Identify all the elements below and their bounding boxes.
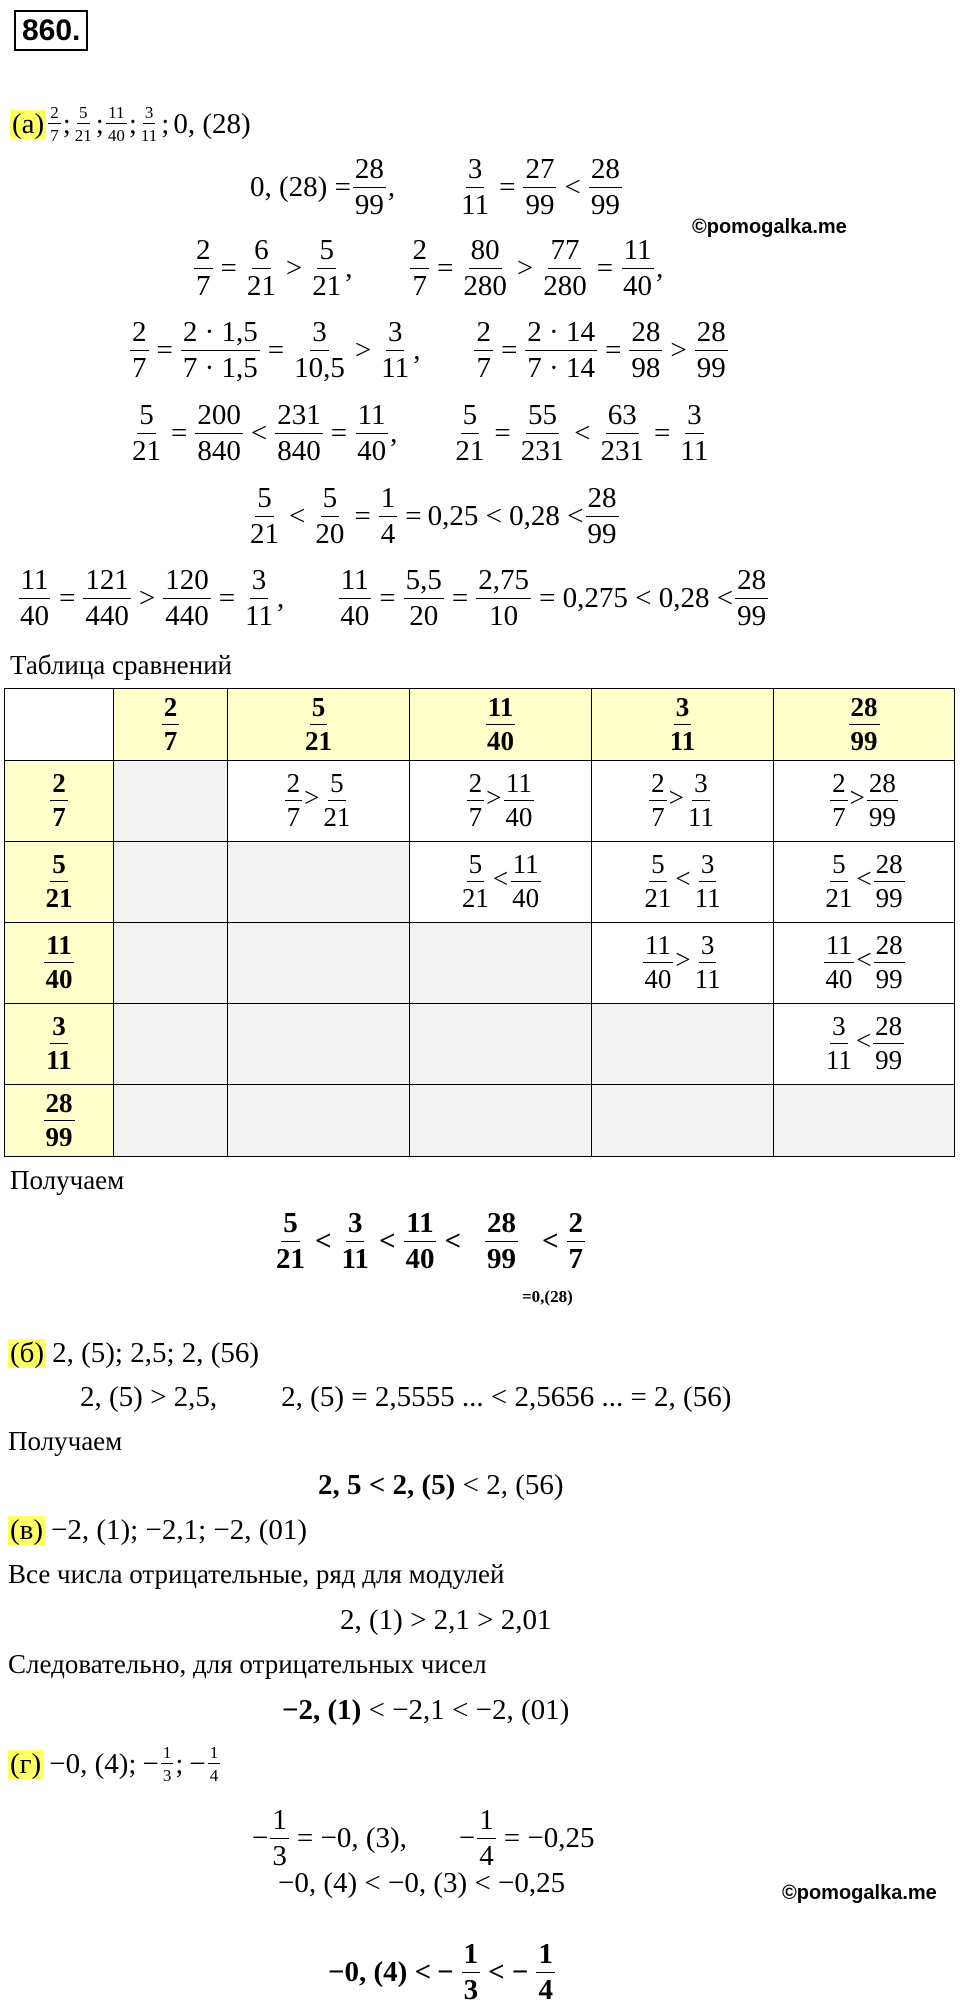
col-header: $\frac{2}{7}$	[114, 689, 228, 761]
eq-row-5-text: 0,25 < 0,28 <	[427, 500, 584, 533]
part-v-note1: Все числа отрицательные, ряд для модулей	[8, 1559, 505, 1589]
comparison-table	[4, 688, 955, 1157]
result-b-bold: 2, 5 < 2, (5)	[318, 1469, 456, 1501]
part-a-given: (а) $\frac{2}{7}$ ; $\frac{5}{21}$ ; $\frac{11}{40}$ ; $\frac{3}{11}$ ; 0, (28)	[12, 103, 251, 146]
part-v-given-text: −2, (1); −2,1; −2, (01)	[51, 1514, 308, 1546]
eq-row-4: $\frac{5}{21}$ = $\frac{200}{840}$ < $\frac{231}{840}$ = $\frac{11}{40}$ , $\frac{5}{21}$ = $\frac{55}{231}$ < $\frac{63}{231}$ = $\frac{3}{11}$	[132, 399, 709, 467]
result-label-a: Получаем	[10, 1165, 125, 1195]
part-v-label: (в)	[10, 1514, 44, 1546]
underbrace-note: =0,(28)	[522, 1287, 573, 1306]
col-header: $\frac{11}{40}$	[410, 689, 592, 761]
part-g-label: (г)	[10, 1747, 42, 1780]
table-cell: $\frac{2}{7}$ > $\frac{28}{99}$	[774, 761, 955, 842]
part-g-eq-b: = −0,25	[503, 1822, 595, 1855]
table-cell: $\frac{11}{40}$ < $\frac{28}{99}$	[774, 923, 955, 1004]
part-a-label: (а)	[12, 107, 45, 140]
table-cell: $\frac{3}{11}$ < $\frac{28}{99}$	[774, 1004, 955, 1085]
result-g-first: −0, (4) <	[328, 1956, 432, 1989]
result-v	[282, 1696, 569, 1725]
table-caption: Таблица сравнений	[10, 650, 232, 680]
eq-row-3: $\frac{2}{7}$ = $\frac{2 \cdot 1,5}{7 \cdot 1,5}$ = $\frac{3}{10,5}$ > $\frac{3}{11}$ , $\frac{2}{7}$ = $\frac{2 \cdot 14}{7 \cdot 14}$ = $\frac{28}{98}$ > $\frac{28}{99}$	[132, 316, 726, 384]
col-header: $\frac{5}{21}$	[228, 689, 410, 761]
part-b-given-text: 2, (5); 2,5; 2, (56)	[52, 1337, 260, 1369]
table-cell: $\frac{2}{7}$ > $\frac{5}{21}$	[228, 761, 410, 842]
part-g-line2: −0, (4) < −0, (3) < −0,25	[278, 1867, 566, 1899]
table-cell: $\frac{5}{21}$ < $\frac{11}{40}$	[410, 842, 592, 923]
eq-row-1: 0, (28) = $\frac{28}{99}$ , $\frac{3}{11}$ = $\frac{27}{99}$ < $\frac{28}{99}$	[250, 153, 620, 221]
part-b-line1: 2, (5) > 2,5,	[80, 1381, 218, 1413]
part-g-eq-a: = −0, (3),	[296, 1822, 407, 1855]
result-g: −0, (4) < − $\frac{1}{3}$ < − $\frac{1}{4}$	[328, 1938, 553, 2006]
table-cell: $\frac{2}{7}$ > $\frac{11}{40}$	[410, 761, 592, 842]
result-label-b: Получаем	[8, 1426, 123, 1456]
watermark-top: ©pomogalka.me	[692, 216, 847, 238]
eq-row-5: $\frac{5}{21}$ < $\frac{5}{20}$ = $\frac{1}{4}$ = 0,25 < 0,28 < $\frac{28}{99}$	[250, 482, 617, 550]
row-header: $\frac{3}{11}$	[5, 1004, 114, 1085]
row-header: $\frac{2}{7}$	[5, 761, 114, 842]
part-v-given	[8, 1516, 307, 1545]
given-periodic: 0, (28)	[173, 107, 251, 140]
eq-row-6: $\frac{11}{40}$ = $\frac{121}{440}$ > $\frac{120}{440}$ = $\frac{3}{11}$ , $\frac{11}{40}$ = $\frac{5,5}{20}$ = $\frac{2,75}{10}$ = 0,275 < 0,28 < $\frac{28}{99}$	[20, 564, 767, 632]
part-b-line2: 2, (5) = 2,5555 ... < 2,5656 ... = 2, (56)	[281, 1381, 732, 1413]
problem-number: 860.	[14, 10, 88, 51]
table-cell: $\frac{5}{21}$ < $\frac{3}{11}$	[592, 842, 774, 923]
part-g-given-first: −0, (4);	[49, 1747, 137, 1780]
part-b-given	[8, 1339, 259, 1368]
eq-row-6-text: = 0,275 < 0,28 <	[538, 582, 734, 615]
row-header: $\frac{28}{99}$	[5, 1085, 114, 1157]
part-g-line1: − $\frac{1}{3}$ = −0, (3), − $\frac{1}{4}$ = −0,25	[252, 1804, 595, 1872]
table-cell: $\frac{5}{21}$ < $\frac{28}{99}$	[774, 842, 955, 923]
watermark-bottom: ©pomogalka.me	[782, 1882, 937, 1904]
part-v-note2: Следовательно, для отрицательных чисел	[8, 1649, 487, 1679]
table-cell: $\frac{11}{40}$ > $\frac{3}{11}$	[592, 923, 774, 1004]
part-b-line	[80, 1383, 731, 1412]
part-v-line1: 2, (1) > 2,1 > 2,01	[340, 1604, 552, 1636]
col-header: $\frac{3}{11}$	[592, 689, 774, 761]
table-cell: $\frac{2}{7}$ > $\frac{3}{11}$	[592, 761, 774, 842]
col-header: $\frac{28}{99}$	[774, 689, 955, 761]
result-a: $\frac{5}{21}$ < $\frac{3}{11}$ < $\frac{11}{40}$ < $\frac{28}{99}$ < $\frac{2}{7}$	[276, 1207, 584, 1275]
row-header: $\frac{11}{40}$	[5, 923, 114, 1004]
table-corner	[5, 689, 114, 761]
part-g-given: (г) −0, (4); − $\frac{1}{3}$ ; − $\frac{1}{4}$	[10, 1743, 219, 1786]
eq-row-2: $\frac{2}{7}$ = $\frac{6}{21}$ > $\frac{5}{21}$ , $\frac{2}{7}$ = $\frac{80}{280}$ > $\frac{77}{280}$ = $\frac{11}{40}$ ,	[196, 234, 664, 302]
result-b-rest: < 2, (56)	[455, 1469, 564, 1501]
result-b	[318, 1471, 564, 1500]
result-v-rest: < −2,1 < −2, (01)	[361, 1694, 570, 1726]
part-b-label: (б)	[10, 1337, 45, 1369]
row-header: $\frac{5}{21}$	[5, 842, 114, 923]
result-v-bold: −2, (1)	[282, 1694, 362, 1726]
